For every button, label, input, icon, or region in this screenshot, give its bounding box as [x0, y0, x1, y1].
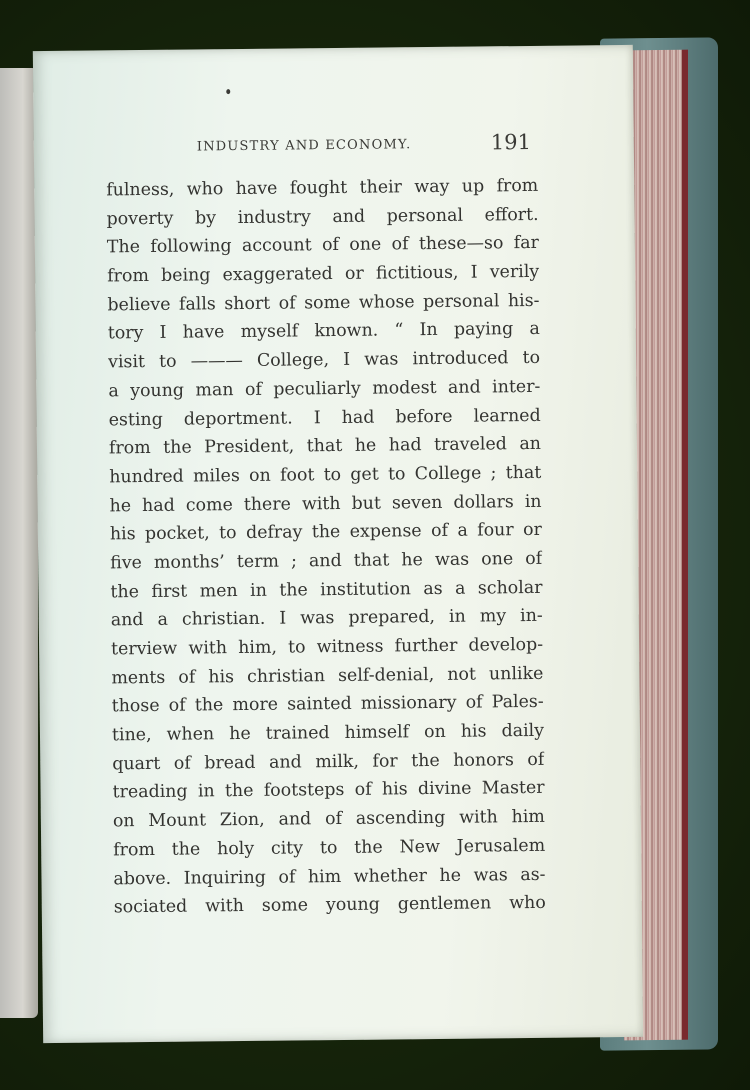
text-line: his pocket, to defray the expense of a four or	[109, 520, 542, 545]
text-line: the first men in the institution as a scholar	[110, 577, 543, 603]
text-line: quart of bread and milk, for the honors of	[112, 749, 545, 775]
running-head	[197, 129, 617, 161]
text-line: treading in the footsteps of his divine Master	[112, 778, 545, 803]
body-text	[106, 172, 546, 922]
text-line: a young man of peculiarly modest and inter-	[108, 376, 541, 402]
text-line: hundred miles on foot to get to College ; that	[109, 462, 542, 488]
text-line: sociated with some young gentlemen who	[113, 893, 546, 918]
page-number: 191	[490, 129, 532, 155]
text-line: from the holy city to the New Jerusalem	[113, 835, 546, 861]
text-line: and a christian. I was prepared, in my in-	[110, 606, 543, 631]
text-line: tine, when he trained himself on his daily	[111, 720, 545, 746]
text-line: fulness, who have fought their way up from	[106, 175, 539, 201]
text-line: ments of his christian self-denial, not unlike	[111, 663, 544, 689]
running-head-title: INDUSTRY AND ECONOMY.	[196, 137, 412, 155]
text-line: from being exaggerated or fictitious, I verily	[107, 261, 540, 287]
facing-page-edge	[0, 68, 38, 1018]
text-line: those of the more sainted missionary of Pales-	[111, 692, 544, 717]
ink-speck	[226, 89, 230, 94]
text-line: visit to ——— College, I was introduced to	[107, 347, 541, 373]
text-line: The following account of one of these—so far	[106, 233, 539, 258]
text-line: from the President, that he had traveled an	[108, 434, 542, 459]
text-line: terview with him, to witness further develop-	[110, 634, 544, 660]
text-line: believe falls short of some whose personal his-	[107, 290, 540, 316]
text-line: on Mount Zion, and of ascending with him	[112, 806, 545, 832]
text-line: above. Inquiring of him whether he was as-	[113, 864, 546, 889]
text-line: five months’ term ; and that he was one of	[110, 548, 543, 574]
text-line: esting deportment. I had before learned	[108, 405, 541, 430]
text-line: poverty by industry and personal effort.	[106, 204, 539, 230]
text-line: tory I have myself known. “ In paying a	[107, 319, 540, 344]
book-page	[33, 45, 643, 1043]
text-line: he had come there with but seven dollars in	[109, 491, 542, 516]
